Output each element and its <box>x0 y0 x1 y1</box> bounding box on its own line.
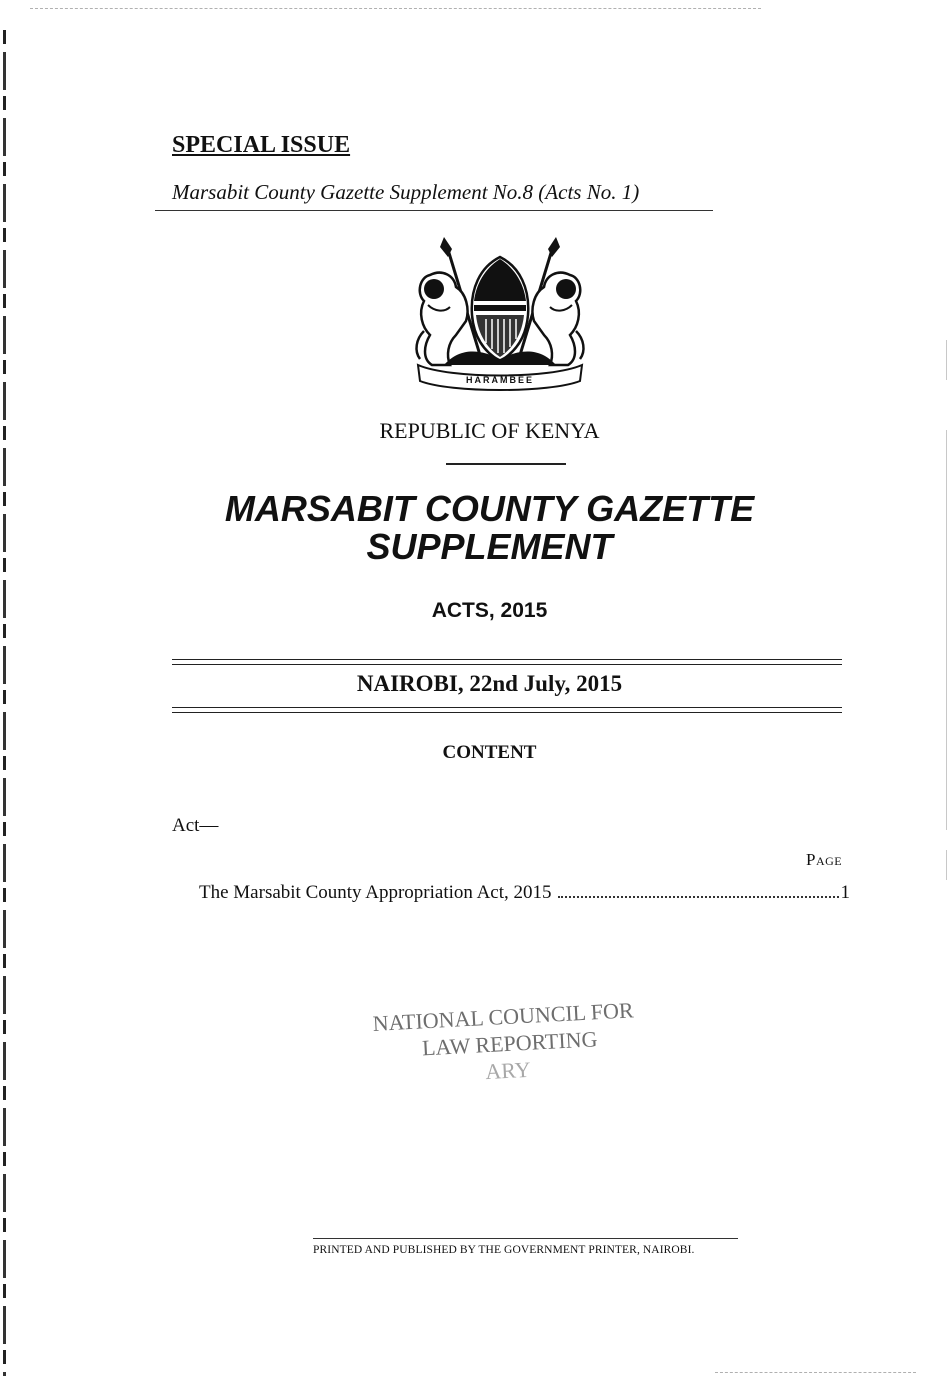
toc-entry <box>199 882 850 904</box>
double-rule-bottom <box>172 707 842 713</box>
coat-motto: HARAMBEE <box>465 375 535 385</box>
gazette-title-line1: MARSABIT COUNTY GAZETTE <box>224 488 755 529</box>
dateline: NAIROBI, 22nd July, 2015 <box>356 671 623 696</box>
gazette-title-line2: SUPPLEMENT <box>366 526 613 567</box>
printer-imprint: PRINTED AND PUBLISHED BY THE GOVERNMENT PRINTER, NAIROBI. <box>313 1244 695 1256</box>
scan-edge-left <box>3 30 6 1376</box>
toc-leader-dots <box>558 896 839 898</box>
stamp-line1: NATIONAL COUNCIL FOR <box>372 997 635 1036</box>
acts-subtitle: ACTS, 2015 <box>431 599 548 622</box>
country-name: REPUBLIC OF KENYA <box>379 418 600 443</box>
special-issue-heading: SPECIAL ISSUE <box>172 132 351 158</box>
toc-entry-page: 1 <box>840 882 850 903</box>
double-rule-top <box>172 659 842 665</box>
title-divider <box>446 463 566 465</box>
gazette-title <box>0 490 951 566</box>
stamp-line3: ARY <box>484 1056 532 1085</box>
toc-entry-title: The Marsabit County Appropriation Act, 2015 <box>199 882 552 903</box>
scan-edge-bottom <box>715 1372 916 1373</box>
contents-section-label: Act— <box>172 815 219 836</box>
scan-edge-right <box>946 850 947 880</box>
stamp-line2: LAW REPORTING <box>421 1026 599 1061</box>
contents-heading: CONTENT <box>442 742 537 763</box>
page-column-label: Page <box>806 850 843 869</box>
supplement-reference: Marsabit County Gazette Supplement No.8 (Acts No. 1) <box>172 180 640 204</box>
scan-edge-right <box>946 340 947 380</box>
scan-edge-top <box>30 8 761 9</box>
footer-rule <box>313 1238 738 1239</box>
header-rule <box>155 210 713 211</box>
kenya-coat-of-arms-icon <box>410 235 590 395</box>
library-stamp <box>372 994 676 1091</box>
